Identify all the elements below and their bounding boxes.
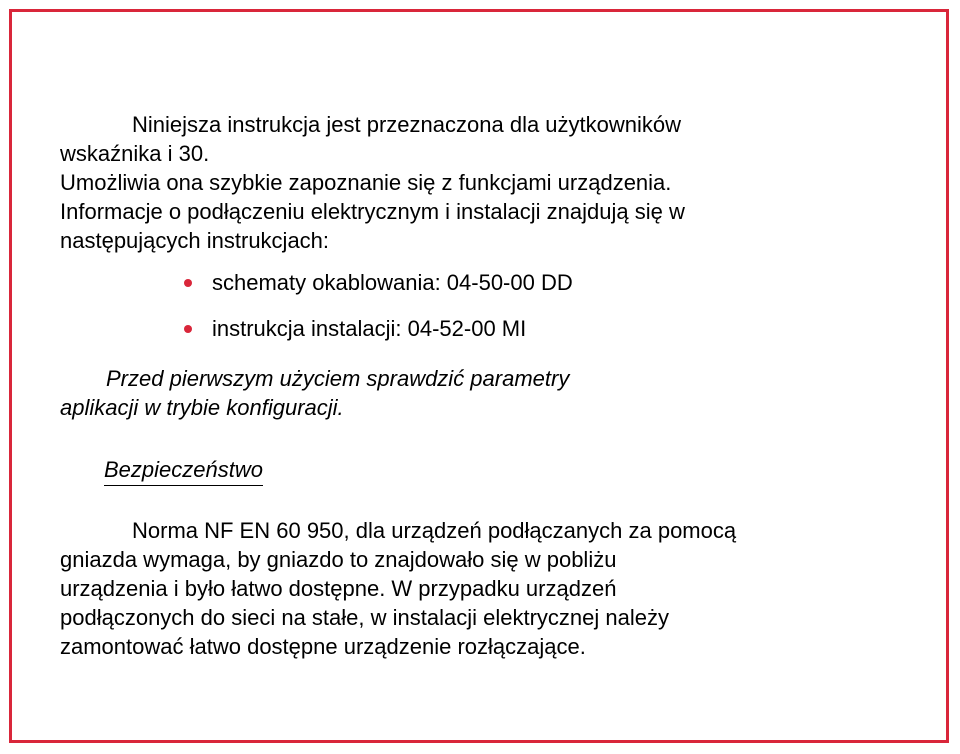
intro-line: Niniejsza instrukcja jest przeznaczona dla użytkowników bbox=[132, 112, 682, 137]
intro-paragraph bbox=[60, 110, 920, 255]
bullet-icon bbox=[184, 279, 192, 287]
safety-line: Norma NF EN 60 950, dla urządzeń podłączanych za pomocą bbox=[132, 518, 737, 543]
bullet-icon bbox=[184, 325, 192, 333]
safety-line: zamontować łatwo dostępne urządzenie rozłączające. bbox=[60, 634, 586, 659]
intro-line: Umożliwia ona szybkie zapoznanie się z funkcjami urządzenia. bbox=[60, 170, 672, 195]
safety-paragraph bbox=[60, 516, 920, 661]
intro-line: Informacje o podłączeniu elektrycznym i instalacji znajdują się w bbox=[60, 199, 685, 224]
safety-line: urządzenia i było łatwo dostępne. W przypadku urządzeń bbox=[60, 576, 617, 601]
note-line: Przed pierwszym użyciem sprawdzić parametry bbox=[106, 366, 570, 391]
list-item-label: instrukcja instalacji: 04-52-00 MI bbox=[212, 316, 527, 341]
safety-line: gniazda wymaga, by gniazdo to znajdowało się w pobliżu bbox=[60, 547, 617, 572]
safety-line: podłączonych do sieci na stałe, w instalacji elektrycznej należy bbox=[60, 605, 669, 630]
note-line: aplikacji w trybie konfiguracji. bbox=[60, 395, 344, 420]
list-item bbox=[184, 268, 573, 297]
instruction-reference-list bbox=[184, 268, 573, 360]
intro-line: wskaźnika i 30. bbox=[60, 141, 210, 166]
list-item bbox=[184, 314, 573, 343]
list-item-label: schematy okablowania: 04-50-00 DD bbox=[212, 270, 573, 295]
intro-line: następujących instrukcjach: bbox=[60, 228, 330, 253]
configuration-note bbox=[60, 364, 920, 422]
safety-heading: Bezpieczeństwo bbox=[104, 455, 263, 486]
